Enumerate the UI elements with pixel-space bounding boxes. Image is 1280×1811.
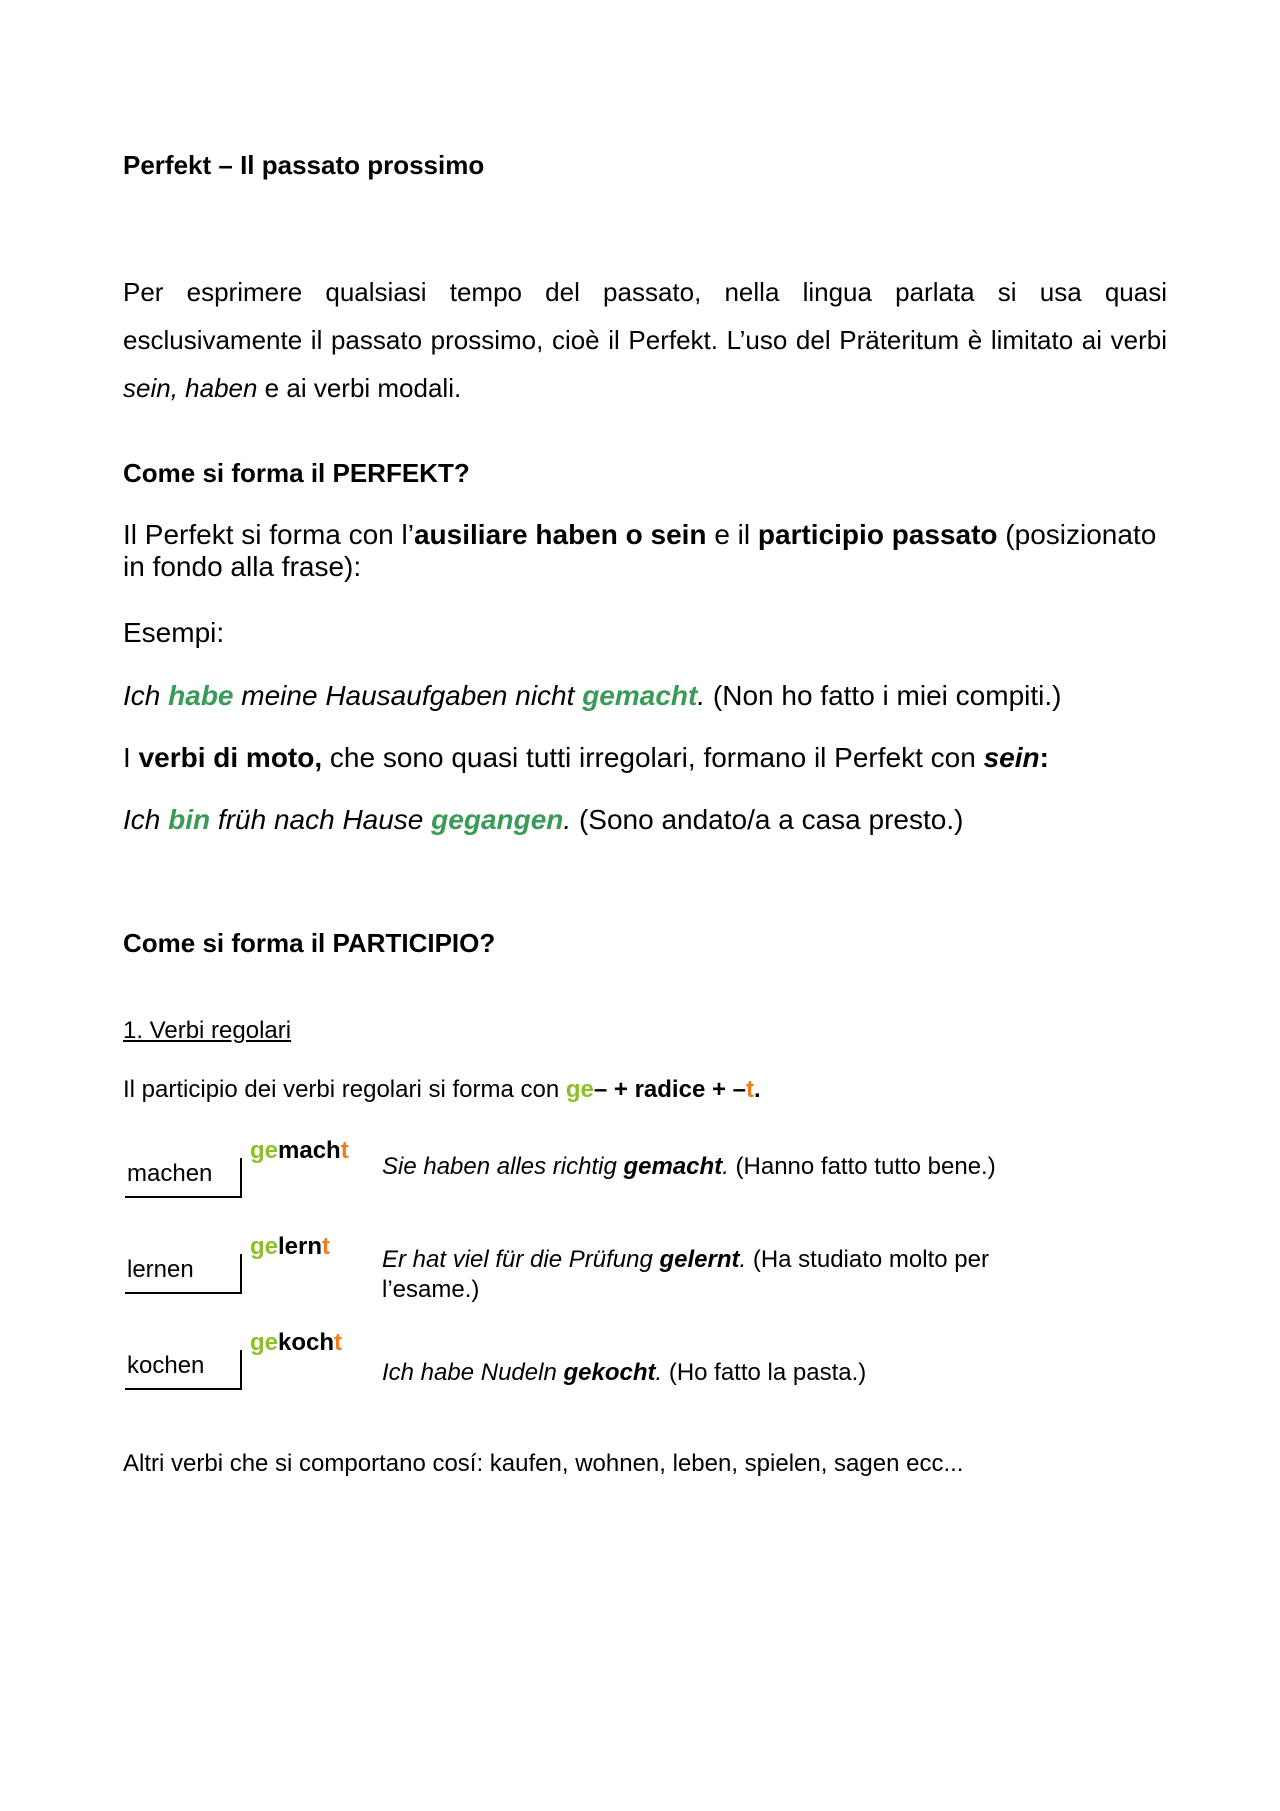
example-sein: Ich bin früh nach Hause gegangen. (Sono andato/a a casa presto.) xyxy=(123,804,964,835)
verb-stem-box xyxy=(125,1158,242,1198)
participle: gekocht xyxy=(250,1329,343,1356)
verb-stem-box xyxy=(125,1254,242,1294)
participio-heading: Come si forma il PARTICIPIO? xyxy=(123,928,496,958)
other-verbs-note: Altri verbi che si comportano cosí: kaufen, wohnen, leben, spielen, sagen ecc... xyxy=(123,1450,964,1477)
verb-infinitive: kochen xyxy=(127,1352,205,1379)
verb-infinitive: lernen xyxy=(127,1256,194,1283)
participio-rule: Il participio dei verbi regolari si forma con ge– + radice + –t. xyxy=(123,1076,761,1103)
verbi-regolari-subheading: 1. Verbi regolari xyxy=(123,1017,292,1044)
participle-example: Ich habe Nudeln gekocht. (Ho fatto la pasta.) xyxy=(382,1359,867,1386)
intro-paragraph: Per esprimere qualsiasi tempo del passato, nella lingua parlata si usa quasi esclusivamente il passato prossimo, cioè il Perfekt. L’uso del Präteritum è limitato ai verbi sein, haben e ai verbi modali. xyxy=(123,277,1167,403)
page-title: Perfekt – Il passato prossimo xyxy=(123,150,485,180)
esempi-label: Esempi: xyxy=(123,617,225,648)
perfekt-heading: Come si forma il PERFEKT? xyxy=(123,458,470,488)
verb-infinitive: machen xyxy=(127,1160,213,1187)
participle-example: Er hat viel für die Prüfung gelernt. (Ha studiato molto per l’esame.) xyxy=(382,1246,989,1303)
example-haben: Ich habe meine Hausaufgaben nicht gemacht. (Non ho fatto i miei compiti.) xyxy=(123,680,1062,711)
perfekt-rule: Il Perfekt si forma con l’ausiliare haben o sein e il participio passato (posizionato in fondo alla frase): xyxy=(123,519,1157,582)
verb-stem-box xyxy=(125,1350,242,1390)
verbi-di-moto: I verbi di moto, che sono quasi tutti irregolari, formano il Perfekt con sein: xyxy=(123,742,1049,773)
participle: gemacht xyxy=(250,1137,349,1164)
participle-example: Sie haben alles richtig gemacht. (Hanno fatto tutto bene.) xyxy=(382,1153,996,1180)
participle: gelernt xyxy=(250,1233,331,1260)
